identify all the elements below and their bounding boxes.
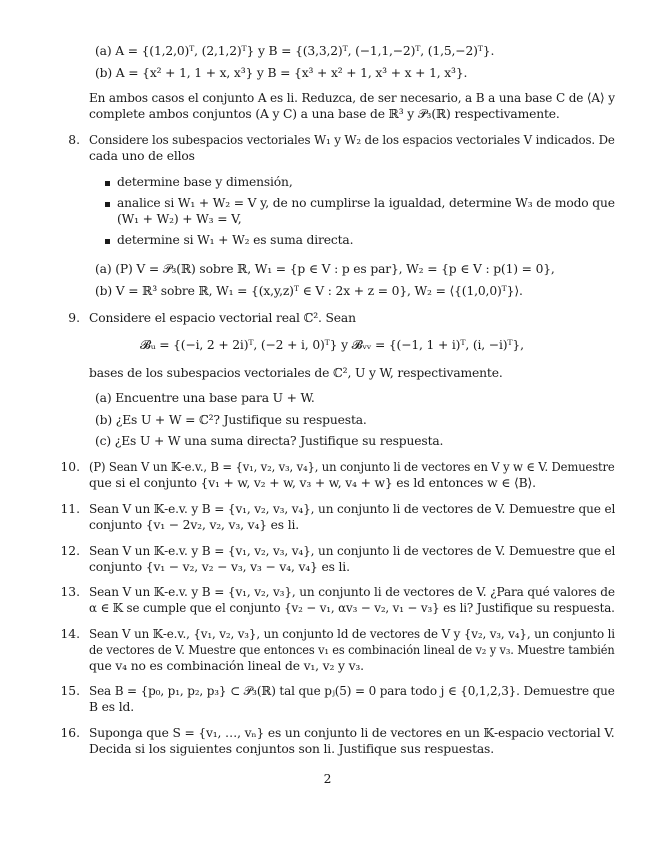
problem-text: cada uno de ellos — [89, 149, 195, 163]
page-number: 2 — [323, 772, 332, 786]
bullet-text: determine si W₁ + W₂ es suma directa. — [117, 233, 354, 247]
bullet-text: analice si W₁ + W₂ = V y, de no cumplirse la igualdad, determine W₃ de modo que — [117, 196, 615, 210]
bullet-icon — [105, 181, 110, 186]
problem-text: de vectores de V. Muestre que entonces v₁ es combinación lineal de v₂ y v₃. Muestre también — [89, 643, 615, 657]
item-b-prev: (b) A = {x² + 1, 1 + x, x³} y B = {x³ + x² + 1, x³ + x + 1, x³}. — [95, 66, 468, 80]
sub-item: (a) (P) V = 𝒫₃(ℝ) sobre ℝ, W₁ = {p ∈ V : p es par}, W₂ = {p ∈ V : p(1) = 0}, — [95, 262, 555, 276]
problem-number: 9. — [68, 311, 80, 325]
problem-number: 12. — [60, 544, 80, 558]
sub-item: (c) ¿Es U + W una suma directa? Justifique su respuesta. — [95, 434, 444, 448]
bullet-text: determine base y dimensión, — [117, 175, 293, 189]
problem-text: conjunto {v₁ − v₂, v₂ − v₃, v₃ − v₄, v₄} es li. — [89, 560, 350, 574]
problem-text: Sean V un 𝕂-e.v., {v₁, v₂, v₃}, un conjunto ld de vectores de V y {v₂, v₃, v₄}, un conjunto li — [89, 627, 615, 641]
problem-text: (P) Sean V un 𝕂-e.v., B = {v₁, v₂, v₃, v₄}, un conjunto li de vectores en V y w ∈ V. Demuestre — [89, 460, 615, 474]
item-a-prev: (a) A = {(1,2,0)ᵀ, (2,1,2)ᵀ} y B = {(3,3,2)ᵀ, (−1,1,−2)ᵀ, (1,5,−2)ᵀ}. — [95, 44, 495, 58]
problem-number: 14. — [60, 627, 80, 641]
sub-item: (b) ¿Es U + W = ℂ²? Justifique su respuesta. — [95, 413, 367, 427]
problem-text: bases de los subespacios vectoriales de ℂ², U y W, respectivamente. — [89, 366, 503, 380]
bullet-icon — [105, 239, 110, 244]
problem-text: Sea B = {p₀, p₁, p₂, p₃} ⊂ 𝒫₃(ℝ) tal que pⱼ(5) = 0 para todo j ∈ {0,1,2,3}. Demuestre que — [89, 684, 615, 698]
bullet-text: (W₁ + W₂) + W₃ = V, — [117, 212, 242, 226]
problem-number: 15. — [60, 684, 80, 698]
paragraph-line: En ambos casos el conjunto A es li. Reduzca, de ser necesario, a B a una base C de ⟨A⟩ y — [89, 91, 615, 105]
problem-text: conjunto {v₁ − 2v₂, v₂, v₃, v₄} es li. — [89, 518, 300, 532]
problem-text: Suponga que S = {v₁, …, vₙ} es un conjunto li de vectores en un 𝕂-espacio vectorial V. — [89, 726, 615, 740]
problem-number: 16. — [60, 726, 80, 740]
problem-text: Considere los subespacios vectoriales W₁ y W₂ de los espacios vectoriales V indicados. De — [89, 133, 615, 147]
problem-text: Sean V un 𝕂-e.v. y B = {v₁, v₂, v₃, v₄}, un conjunto li de vectores de V. Demuestre que el — [89, 544, 616, 558]
sub-item: (a) Encuentre una base para U + W. — [95, 391, 315, 405]
problem-text: Sean V un 𝕂-e.v. y B = {v₁, v₂, v₃}, un conjunto li de vectores de V. ¿Para qué valores de — [89, 585, 615, 599]
problem-number: 10. — [60, 460, 80, 474]
problem-number: 8. — [68, 133, 80, 147]
display-equation: 𝓑ᵤ = {(−i, 2 + 2i)ᵀ, (−2 + i, 0)ᵀ} y 𝓑ᵥᵥ = {(−1, 1 + i)ᵀ, (i, −i)ᵀ}, — [140, 338, 524, 352]
problem-text: Sean V un 𝕂-e.v. y B = {v₁, v₂, v₃, v₄}, un conjunto li de vectores de V. Demuestre que el — [89, 502, 616, 516]
problem-text: Considere el espacio vectorial real ℂ². Sean — [89, 311, 356, 325]
bullet-icon — [105, 202, 110, 207]
problem-text: B es ld. — [89, 700, 134, 714]
problem-text: α ∈ 𝕂 se cumple que el conjunto {v₂ − v₁, αv₃ − v₂, v₁ − v₃} es li? Justifique su respuesta. — [89, 601, 615, 615]
problem-text: Decida si los siguientes conjuntos son li. Justifique sus respuestas. — [89, 742, 494, 756]
problem-text: que v₄ no es combinación lineal de v₁, v₂ y v₃. — [89, 659, 364, 673]
sub-item: (b) V = ℝ³ sobre ℝ, W₁ = {(x,y,z)ᵀ ∈ V : 2x + z = 0}, W₂ = ⟨{(1,0,0)ᵀ}⟩. — [95, 284, 523, 298]
problem-number: 11. — [60, 502, 80, 516]
paragraph-line: complete ambos conjuntos (A y C) a una base de ℝ³ y 𝒫₃(ℝ) respectivamente. — [89, 107, 560, 121]
problem-number: 13. — [60, 585, 80, 599]
problem-text: que si el conjunto {v₁ + w, v₂ + w, v₃ + w, v₄ + w} es ld entonces w ∈ ⟨B⟩. — [89, 476, 536, 490]
